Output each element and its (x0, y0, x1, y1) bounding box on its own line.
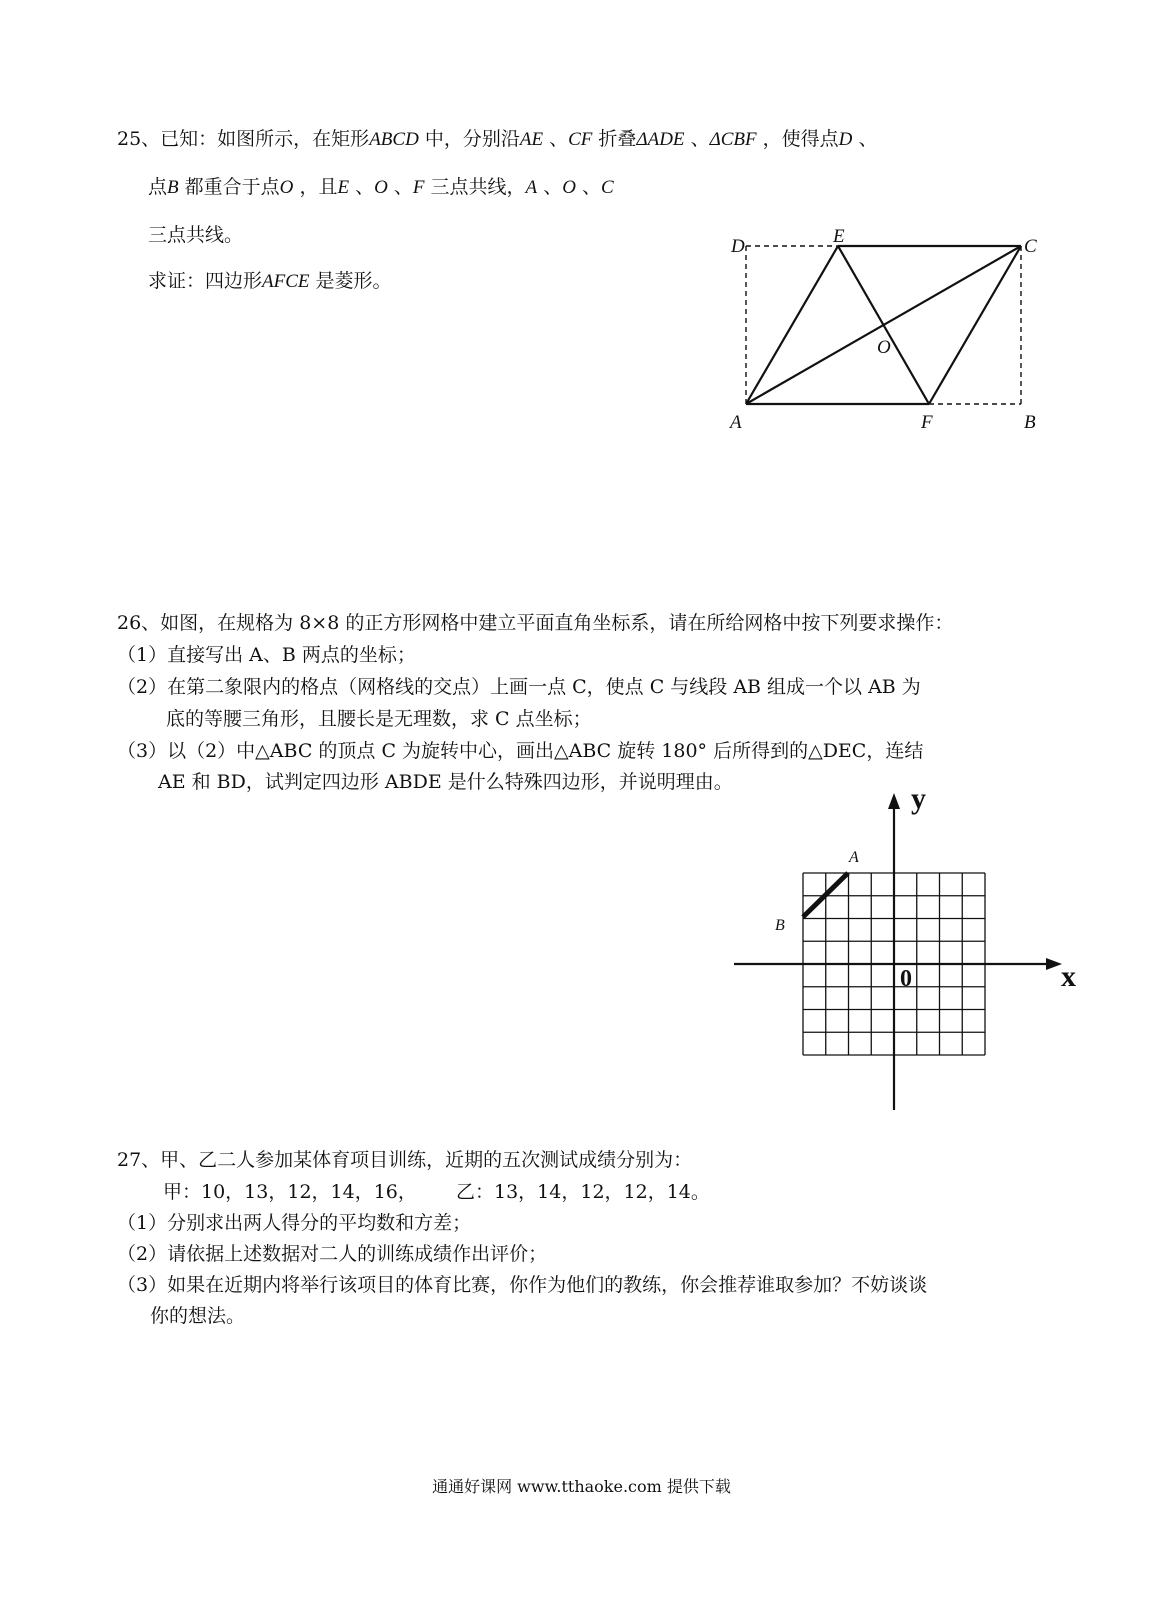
q26-label-b: B (775, 917, 785, 934)
q27-line-3: （1）分别求出两人得分的平均数和方差； (117, 1212, 472, 1234)
q26-y-arrow (888, 793, 900, 809)
q27-line-4: （2）请依据上述数据对二人的训练成绩作出评价； (117, 1243, 548, 1265)
q27-line-5: （3）如果在近期内将举行该项目的体育比赛，你作为他们的教练，你会推荐谁取参加？不妨谈谈 (117, 1274, 928, 1296)
q27-line-1: 27、甲、乙二人参加某体育项目训练，近期的五次测试成绩分别为： (117, 1149, 693, 1171)
q26-x-label: x (1061, 960, 1076, 993)
q26-line-3: （2）在第二象限内的格点（网格线的交点）上画一点 C，使点 C 与线段 AB 组成一个以 AB 为 (117, 676, 921, 698)
q25-label-b: B (1024, 412, 1036, 433)
q26-line-6: AE 和 BD，试判定四边形 ABDE 是什么特殊四边形，并说明理由。 (158, 771, 733, 793)
q25-label-a: A (730, 412, 742, 433)
q25-label-e: E (833, 226, 845, 247)
q26-line-4: 底的等腰三角形，且腰长是无理数，求 C 点坐标； (166, 708, 592, 730)
q25-label-f: F (921, 412, 933, 433)
q25-label-o: O (877, 337, 891, 358)
page-footer: 通通好课网 www.tthaoke.com 提供下载 (432, 1477, 731, 1496)
q26-x-arrow (1046, 958, 1062, 970)
q26-line-5: （3）以（2）中△ABC 的顶点 C 为旋转中心，画出△ABC 旋转 180° 后所得到的△DEC，连结 (117, 740, 924, 762)
q25-line-2: 点B 都重合于点O ，且E 、O 、F 三点共线，A 、O 、C (148, 176, 614, 198)
q27-line-2a: 甲：10，13，12，14，16， (163, 1181, 417, 1203)
q26-y-label: y (911, 782, 926, 815)
q25-label-d: D (731, 236, 745, 257)
q25-line-3: 三点共线。 (148, 224, 244, 246)
q26-label-a: A (849, 849, 859, 866)
q26-line-2: （1）直接写出 A、B 两点的坐标； (117, 644, 416, 666)
q27-line-2b: 乙：13，14，12，12，14。 (456, 1181, 710, 1203)
q26-line-1: 26、如图，在规格为 8×8 的正方形网格中建立平面直角坐标系，请在所给网格中按下列要求操作： (117, 612, 954, 634)
q25-line-1: 25、已知：如图所示，在矩形ABCD 中，分别沿AE 、CF 折叠ΔADE 、ΔCBF ，使得点D 、 (117, 128, 878, 150)
q25-label-c: C (1024, 236, 1037, 257)
q26-origin-label: 0 (900, 966, 912, 992)
q27-line-6: 你的想法。 (150, 1305, 246, 1327)
q25-line-4: 求证：四边形AFCE 是菱形。 (148, 270, 392, 292)
